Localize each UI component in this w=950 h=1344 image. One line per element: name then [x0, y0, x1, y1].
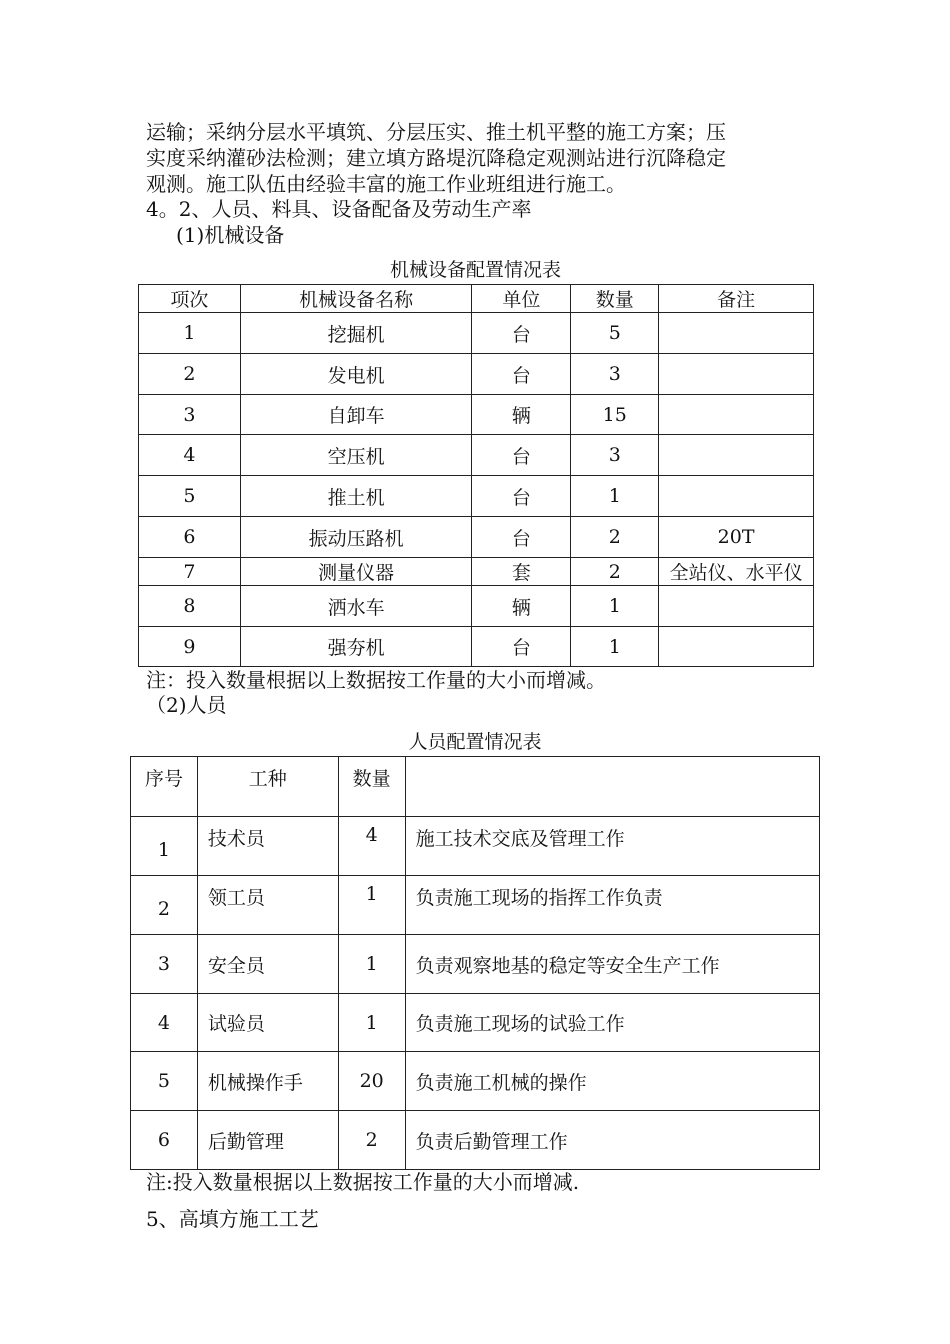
table-cell: 1 — [139, 313, 241, 354]
table-cell: 负责施工机械的操作 — [405, 1052, 819, 1111]
table-row — [139, 517, 814, 558]
table-cell: 技术员 — [197, 817, 338, 876]
table-header-row — [131, 757, 820, 817]
table-cell: 3 — [139, 395, 241, 435]
staff-table-note: 注:投入数量根据以上数据按工作量的大小而增减. — [146, 1170, 580, 1194]
table-cell: 1 — [571, 627, 659, 667]
table-cell — [659, 354, 814, 395]
table-row — [139, 395, 814, 435]
table-cell: 台 — [472, 354, 571, 395]
staff-table — [130, 756, 820, 1170]
header-cell: 备注 — [659, 285, 814, 313]
table-row — [139, 354, 814, 395]
table-row — [131, 817, 820, 876]
table-cell: 负责施工现场的试验工作 — [405, 994, 819, 1052]
table-cell: 3 — [571, 435, 659, 476]
table-cell: 2 — [338, 1111, 405, 1170]
header-cell: 序号 — [131, 757, 198, 817]
header-cell: 单位 — [472, 285, 571, 313]
table-cell: 1 — [338, 994, 405, 1052]
table-cell: 15 — [571, 395, 659, 435]
equipment-table-title: 机械设备配置情况表 — [389, 259, 561, 281]
table-cell: 负责施工现场的指挥工作负责 — [405, 876, 819, 935]
table-cell: 6 — [139, 517, 241, 558]
table-cell: 1 — [571, 476, 659, 517]
table-cell: 全站仪、水平仪 — [659, 558, 814, 586]
table-row — [139, 627, 814, 667]
table-cell: 台 — [472, 627, 571, 667]
table-cell — [659, 586, 814, 627]
table-row — [139, 435, 814, 476]
table-cell: 机械操作手 — [197, 1052, 338, 1111]
header-cell — [405, 757, 819, 817]
table-row — [131, 1111, 820, 1170]
table-cell: 4 — [131, 994, 198, 1052]
table-cell: 安全员 — [197, 935, 338, 994]
table-cell: 台 — [472, 435, 571, 476]
table-cell: 4 — [338, 817, 405, 876]
table-cell: 套 — [472, 558, 571, 586]
staff-table-title: 人员配置情况表 — [408, 731, 542, 753]
table-cell: 7 — [139, 558, 241, 586]
table-row — [131, 1052, 820, 1111]
table-row — [131, 876, 820, 935]
table-cell — [659, 476, 814, 517]
table-cell: 测量仪器 — [240, 558, 472, 586]
section-heading: 4。2、人员、料具、设备配备及劳动生产率 — [146, 197, 532, 221]
table-cell — [659, 313, 814, 354]
header-cell: 数量 — [571, 285, 659, 313]
paragraph-line: 观测。施工队伍由经验丰富的施工作业班组进行施工。 — [146, 172, 626, 196]
table-cell: 施工技术交底及管理工作 — [405, 817, 819, 876]
table-cell: 5 — [131, 1052, 198, 1111]
table-cell: 台 — [472, 313, 571, 354]
table-cell: 自卸车 — [240, 395, 472, 435]
table-cell: 台 — [472, 517, 571, 558]
subsection-heading: （2)人员 — [146, 693, 227, 717]
table-cell: 9 — [139, 627, 241, 667]
table-row — [139, 558, 814, 586]
header-cell: 数量 — [338, 757, 405, 817]
table-cell: 4 — [139, 435, 241, 476]
header-cell: 工种 — [197, 757, 338, 817]
table-row — [139, 476, 814, 517]
section-heading: 5、高填方施工工艺 — [146, 1207, 319, 1231]
table-cell: 2 — [131, 876, 198, 935]
table-cell: 1 — [338, 876, 405, 935]
subsection-heading: (1)机械设备 — [176, 223, 285, 247]
table-cell — [659, 395, 814, 435]
table-cell: 20 — [338, 1052, 405, 1111]
table-header-row — [139, 285, 814, 313]
table-cell: 1 — [338, 935, 405, 994]
table-cell: 领工员 — [197, 876, 338, 935]
equipment-table-note: 注：投入数量根据以上数据按工作量的大小而增减。 — [146, 668, 606, 692]
table-cell: 负责观察地基的稳定等安全生产工作 — [405, 935, 819, 994]
table-cell: 台 — [472, 476, 571, 517]
table-cell: 推土机 — [240, 476, 472, 517]
table-row — [131, 994, 820, 1052]
table-cell: 1 — [571, 586, 659, 627]
table-row — [139, 586, 814, 627]
table-cell: 负责后勤管理工作 — [405, 1111, 819, 1170]
table-cell: 辆 — [472, 586, 571, 627]
table-cell: 2 — [139, 354, 241, 395]
table-cell: 试验员 — [197, 994, 338, 1052]
table-cell: 2 — [571, 517, 659, 558]
table-cell: 发电机 — [240, 354, 472, 395]
table-cell — [659, 435, 814, 476]
paragraph-line: 运输；采纳分层水平填筑、分层压实、推土机平整的施工方案；压 — [146, 120, 726, 144]
table-cell: 3 — [131, 935, 198, 994]
table-cell — [659, 627, 814, 667]
table-cell: 洒水车 — [240, 586, 472, 627]
table-cell: 1 — [131, 817, 198, 876]
header-cell: 机械设备名称 — [240, 285, 472, 313]
table-cell: 20T — [659, 517, 814, 558]
table-cell: 空压机 — [240, 435, 472, 476]
table-row — [131, 935, 820, 994]
table-cell: 后勤管理 — [197, 1111, 338, 1170]
table-cell: 8 — [139, 586, 241, 627]
table-cell: 2 — [571, 558, 659, 586]
table-row — [139, 313, 814, 354]
table-cell: 辆 — [472, 395, 571, 435]
equipment-table — [138, 284, 814, 667]
table-cell: 强夯机 — [240, 627, 472, 667]
table-cell: 挖掘机 — [240, 313, 472, 354]
table-cell: 5 — [139, 476, 241, 517]
table-cell: 振动压路机 — [240, 517, 472, 558]
paragraph-line: 实度采纳灌砂法检测；建立填方路堤沉降稳定观测站进行沉降稳定 — [146, 146, 726, 170]
table-cell: 5 — [571, 313, 659, 354]
table-cell: 6 — [131, 1111, 198, 1170]
header-cell: 项次 — [139, 285, 241, 313]
table-cell: 3 — [571, 354, 659, 395]
